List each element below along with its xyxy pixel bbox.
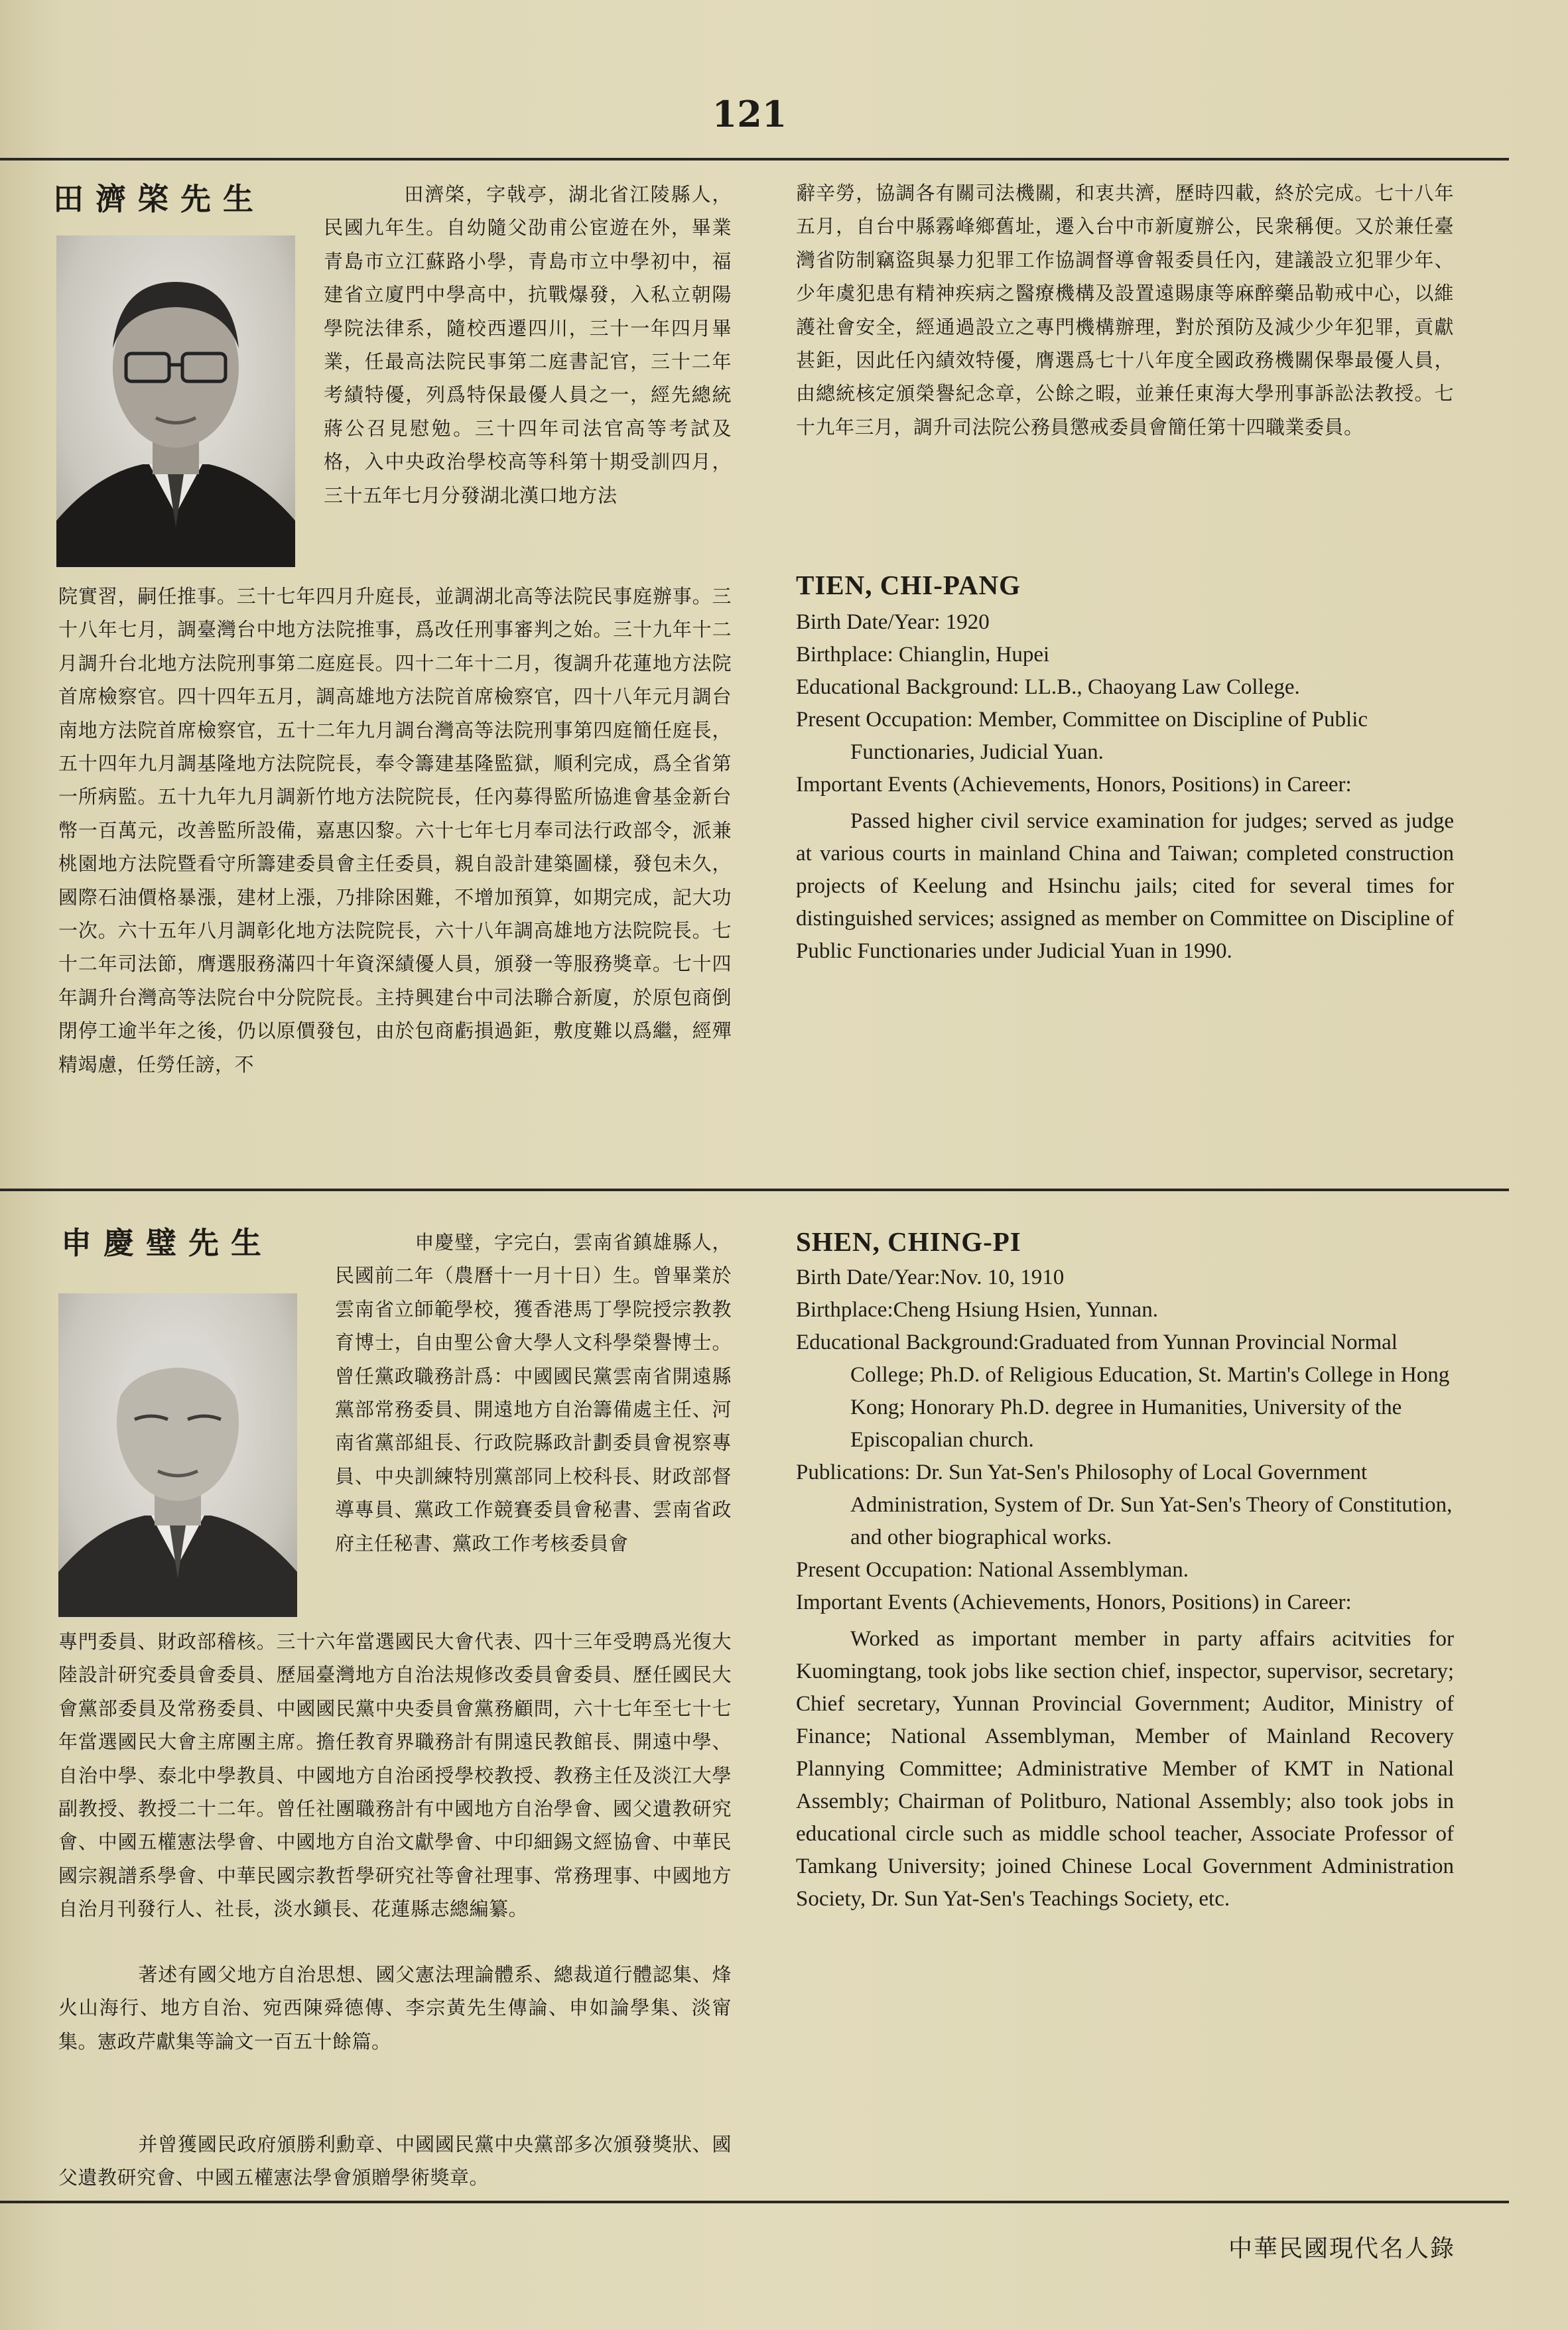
portrait-figure-icon — [58, 1293, 297, 1617]
entry2-english-bio — [796, 1262, 1454, 1915]
entry1-portrait-photo — [56, 235, 295, 567]
entry1-name-en: TIEN, CHI-PANG — [796, 570, 1021, 600]
entry1-birth: Birth Date/Year: 1920 — [796, 610, 990, 634]
entry2-name-zh: 申慶璧先生 — [61, 1225, 273, 1261]
entry2-events: Worked as important member in party affairs acitvities for Kuomingtang, took jobs like section chief, inspector, supervisor, secretary; Chief secretary, Yunnan Provincial Government; Auditor, Ministry of Finance; National Assemblyman, Member of Mainland Recovery Plannying Committee; Administrative Member of KMT in National Assembly; Chairman of Politburo, National Assembly; also took jobs in educational circle such as middle school teacher, Associate Professor of Tamkang University; joined Chinese Local Government Administration Society, Dr. Sun Yat-Sen's Teachings Society, etc. — [796, 1627, 1454, 1911]
entry2-bio-zh-works: 著述有國父地方自治思想、國父憲法理論體系、總裁道行體認集、烽火山海行、地方自治、宛西陳舜德傳、李宗黃先生傳論、申如論學集、淡甯集。憲政芹獻集等論文一百五十餘篇。 — [58, 1963, 732, 2053]
portrait-figure-icon — [56, 235, 295, 567]
entry1-name-zh: 田濟棨先生 — [53, 181, 265, 217]
entry1-events-label: Important Events (Achievements, Honors, Positions) in Career: — [796, 773, 1352, 797]
entry2-birth: Birth Date/Year:Nov. 10, 1910 — [796, 1265, 1065, 1289]
entry2-bio-zh-awards: 并曾獲國民政府頒勝利勳章、中國國民黨中央黨部多次頒發獎狀、國父遺教研究會、中國五權憲法學會頒贈學術獎章。 — [58, 2133, 732, 2189]
entry2-bio-zh-rest: 專門委員、財政部稽核。三十六年當選國民大會代表、四十三年受聘爲光復大陸設計研究委員會委員、歷屆臺灣地方自治法規修改委員會委員、歷任國民大會黨部委員及常務委員、中國國民黨中央委員會黨務顧問，六十七年至七十七年當選國民大會主席團主席。擔任教育界職務計有開遠民教館長、開遠中學、自治中學、泰北中學教員、中國地方自治函授學校教授、教務主任及淡江大學副教授、教授二十二年。曾任社團職務計有中國地方自治學會、國父遺教研究會、中國五權憲法學會、中國地方自治文獻學會、中印細錫文經協會、中華民國宗親譜系學會、中華民國宗教哲學研究社等會社理事、常務理事、中國地方自治月刊發行人、社長，淡水鎭長、花蓮縣志總編纂。 — [58, 1630, 732, 1921]
entry-divider-rule — [0, 1189, 1509, 1191]
entry2-occupation: Present Occupation: National Assemblyman. — [796, 1558, 1189, 1582]
entry1-bio-zh-continued: 辭辛勞，協調各有關司法機關，和衷共濟，歷時四載，終於完成。七十八年五月，自台中縣霧峰鄉舊址，遷入台中市新廈辦公，民衆稱便。又於兼任臺灣省防制竊盜與暴力犯罪工作協調督導會報委員任內，建議設立犯罪少年、少年虞犯患有精神疾病之醫療機構及設置遠賜康等麻醉藥品勒戒中心，以維護社會安全，經通過設立之專門機構辦理，對於預防及減少少年犯罪，貢獻甚鉅，因此任內績效特優，膺選爲七十八年度全國政務機關保舉最優人員，由總統核定頒榮譽紀念章，公餘之暇，並兼任東海大學刑事訴訟法教授。七十九年三月，調升司法院公務員懲戒委員會簡任第十四職業委員。 — [796, 182, 1454, 438]
entry2-portrait-photo — [58, 1293, 297, 1617]
entry1-bio-zh-first: 田濟棨，字戟亭，湖北省江陵縣人，民國九年生。自幼隨父劭甫公宦遊在外，畢業青島市立江蘇路小學，青島市立中學初中，福建省立廈門中學高中，抗戰爆發，入私立朝陽學院法律系，隨校西遷四川，三十一年四月畢業，任最高法院民事第二庭書記官，三十二年考績特優，列爲特保最優人員之一，經先總統蔣公召見慰勉。三十四年司法官高等考試及格，入中央政治學校高等科第十期受訓四月，三十五年七月分發湖北漢口地方法 — [324, 183, 732, 507]
entry1-occupation: Present Occupation: Member, Committee on Discipline of Public Functionaries, Judicial Yuan. — [796, 708, 1368, 764]
entry1-events: Passed higher civil service examination for judges; served as judge at various courts in mainland China and Taiwan; completed construction projects of Keelung and Hsinchu jails; cited for several times for distinguished services; assigned as member on Committee on Discipline of Public Functionaries under Judicial Yuan in 1990. — [796, 809, 1454, 963]
entry2-name-en: SHEN, CHING-PI — [796, 1226, 1021, 1257]
page-number: 121 — [712, 93, 787, 135]
top-rule — [0, 158, 1509, 161]
entry1-birthplace: Birthplace: Chianglin, Hupei — [796, 643, 1050, 667]
entry2-birthplace: Birthplace:Cheng Hsiung Hsien, Yunnan. — [796, 1298, 1158, 1322]
book-title-footer: 中華民國現代名人錄 — [1228, 2235, 1455, 2262]
entry2-bio-zh-first: 申慶璧，字完白，雲南省鎮雄縣人，民國前二年（農曆十一月十日）生。曾畢業於雲南省立師範學校，獲香港馬丁學院授宗教教育博士，自由聖公會大學人文科學榮譽博士。曾任黨政職務計爲：中國國民黨雲南省開遠縣黨部常務委員、開遠地方自治籌備處主任、河南省黨部組長、行政院縣政計劃委員會視察專員、中央訓練特別黨部同上校科長、財政部督導專員、黨政工作競賽委員會秘書、雲南省政府主任秘書、黨政工作考核委員會 — [335, 1231, 732, 1555]
entry2-education: Educational Background:Graduated from Yunnan Provincial Normal College; Ph.D. of Religious Education, St. Martin's College in Hong Kong; Honorary Ph.D. degree in Humanities, University of the Episcopalian church. — [796, 1330, 1450, 1452]
bottom-rule — [0, 2201, 1509, 2203]
entry2-events-label: Important Events (Achievements, Honors, Positions) in Career: — [796, 1590, 1352, 1614]
entry1-english-bio — [796, 606, 1454, 968]
entry2-publications: Publications: Dr. Sun Yat-Sen's Philosophy of Local Government Administration, System of Dr. Sun Yat-Sen's Theory of Constitution, and other biographical works. — [796, 1460, 1453, 1549]
entry1-bio-zh-rest: 院實習，嗣任推事。三十七年四月升庭長，並調湖北高等法院民事庭辦事。三十八年七月，調臺灣台中地方法院推事，爲改任刑事審判之始。三十九年十二月調升台北地方法院刑事第二庭庭長。四十二年十二月，復調升花蓮地方法院首席檢察官。四十四年五月，調高雄地方法院首席檢察官，四十八年元月調台南地方法院首席檢察官，五十二年九月調台灣高等法院刑事第四庭簡任庭長，五十四年九月調基隆地方法院院長，奉令籌建基隆監獄，順利完成，爲全省第一所病監。五十九年九月調新竹地方法院院長，任內募得監所協進會基金新台幣一百萬元，改善監所設備，嘉惠囚黎。六十七年七月奉司法行政部令，派兼桃園地方法院暨看守所籌建委員會主任委員，親自設計建築圖樣，發包未久，國際石油價格暴漲，建材上漲，乃排除困難，不增加預算，如期完成，記大功一次。六十五年八月調彰化地方法院院長，六十八年調高雄地方法院院長。七十二年司法節，膺選服務滿四十年資深績優人員，頒發一等服務獎章。七十四年調升台灣高等法院台中分院院長。主持興建台中司法聯合新廈，於原包商倒閉停工逾半年之後，仍以原價發包，由於包商虧損過鉅，敷度難以爲繼，經殫精竭慮，任勞任謗，不 — [58, 585, 732, 1076]
entry1-education: Educational Background: LL.B., Chaoyang Law College. — [796, 675, 1300, 699]
